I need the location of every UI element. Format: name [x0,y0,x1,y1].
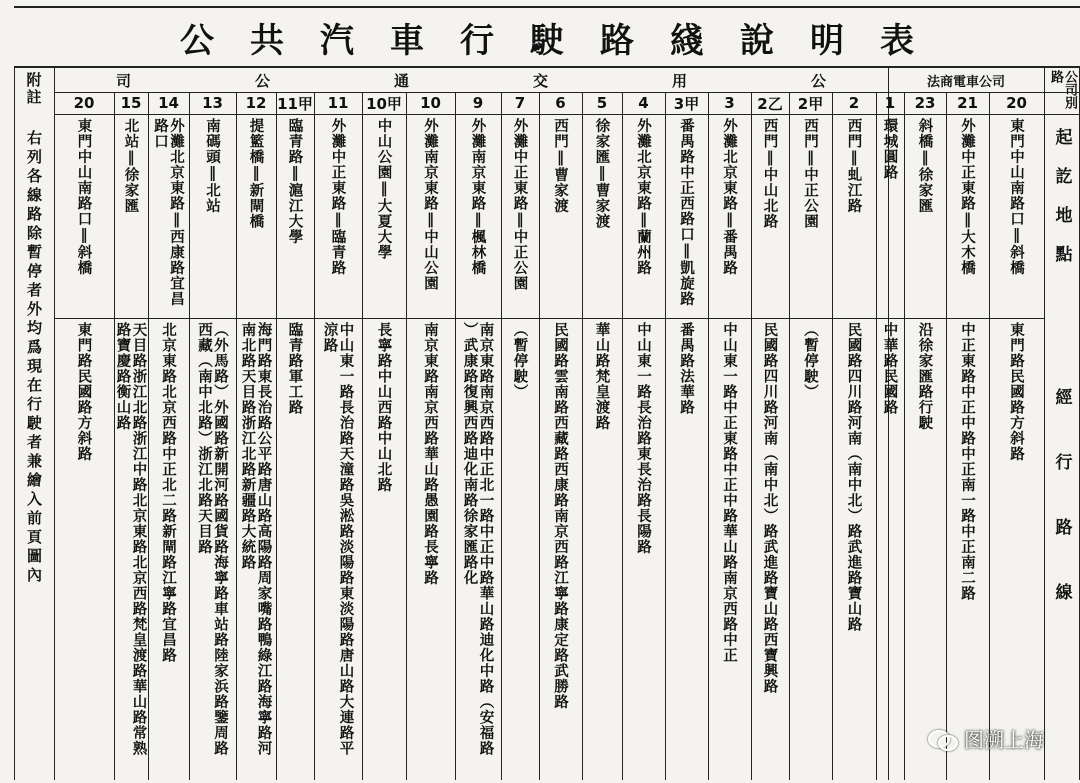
route-number: 12 [245,94,267,112]
wechat-icon [928,728,958,750]
text-column: 沿徐家匯路行駛 [916,322,934,431]
text-column: 環城圓路 [881,118,899,180]
text-column: 民國路四川路河南（南中北）路武進路寶山路西寶興路 [761,322,779,694]
text-column: 天目路浙江北路浙江中路北京東路北京西路梵皇渡路華山路常熟 [130,322,147,756]
route-number: 14 [158,94,179,112]
text-column: 南碼頭‖北站 [204,118,221,214]
text-column: 西門‖中山北路 [761,118,779,229]
route-path [237,322,275,776]
route-number: 9 [472,94,484,112]
title-bar [14,8,1080,68]
route-number: 23 [914,94,936,112]
text-column: 民國路四川路河南（南中北）路武進路寶山路 [845,322,863,632]
text-column: 外灘北京東路‖蘭州路 [635,118,652,276]
text-column: （暫停駛） [511,322,529,400]
route-endpoints [540,118,581,316]
rule-line [14,68,15,780]
route-endpoints [149,118,188,316]
route-endpoints [277,118,313,316]
text-column: （暫停駛） [802,322,819,400]
route-number: 2乙 [757,94,783,113]
text-column: 南京東路南京西路華山路愚園路長寧路 [422,322,439,586]
route-path [833,322,875,776]
text-column: 民國路雲南路西藏路西康路南京西路江寧路康定路武勝路 [552,322,569,710]
text-column: 北京東路北京西路中正北二路新閘路江寧路宜昌路 [160,322,177,663]
route-path [55,322,113,776]
watermark-text: 图溯上海 [964,728,1044,752]
route-number: 20 [73,94,95,112]
company-group-french-tram: 法商電車公司 [926,74,1005,90]
route-endpoints [115,118,147,316]
company-header: 公司別路 [1048,70,1077,109]
route-endpoints [583,118,621,316]
text-column: 華山路梵皇渡路 [593,322,611,431]
route-path [709,322,750,776]
route-path [583,322,621,776]
route-endpoints [623,118,664,316]
route-number: 15 [120,94,142,112]
route-number: 3 [724,94,735,112]
note-header: 附註 [24,72,43,106]
route-path [363,322,405,776]
route-path [666,322,707,776]
text-column: 東門中山南路口‖斜橋 [1008,118,1025,276]
text-column: 北站‖徐家匯 [122,118,140,214]
route-number: 2 [848,94,860,112]
route-number: 7 [514,94,526,112]
route-endpoints [752,118,788,316]
text-column: 外灘中正東路‖大木橋 [959,118,976,276]
text-column: 外灘中正東路‖中正公園 [511,118,529,291]
route-number: 6 [555,94,566,112]
route-number: 3甲 [673,94,700,113]
text-column: 西門‖中正公園 [802,118,819,229]
route-endpoints [877,118,903,316]
route-number: 4 [638,94,649,112]
rule-line [1044,68,1045,780]
text-column: 長寧路中山西路中山北路 [375,322,393,493]
text-column: 外灘南京東路‖中山公園 [422,118,439,291]
route-endpoints [905,118,945,316]
text-column: 外灘中正東路‖臨青路 [329,118,347,276]
text-column: 中山公園‖大夏大學 [375,118,393,260]
route-number: 11 [327,94,349,112]
rule-line [54,114,1080,115]
route-number: 5 [596,94,608,112]
route-endpoints [666,118,707,316]
watermark [928,724,1044,753]
route-path [456,322,500,776]
text-column: 海門路東長治路公平路唐山路高陽路周家嘴路鴨綠江路海寧路河 [255,322,273,756]
text-column: 涼路 [321,322,339,353]
route-endpoints [790,118,831,316]
text-column: （外馬路）外國路新開河路國貨路海寧路車站路陸家浜路鑒周路 [212,322,229,756]
route-number: 2甲 [797,94,824,113]
route-path [407,322,454,776]
text-column: 南北路天目路浙江北路新疆路大統路 [239,322,257,570]
route-path [877,322,903,776]
route-number: 10 [420,94,441,112]
text-column: 東門路民國路方斜路 [75,322,93,462]
page-title: 公共汽車行駛路綫說明表 [180,20,950,61]
text-column: 西門‖曹家渡 [552,118,569,214]
text-column: 外灘北京東路‖西康路宜昌 [168,118,185,307]
route-path [790,322,831,776]
route-number: 10甲 [366,94,402,113]
route-header: 經行路線 [1051,388,1072,648]
text-column: 斜橋‖徐家匯 [916,118,934,214]
text-column: 中華路民國路 [881,322,899,415]
route-endpoints [833,118,875,316]
text-column: 南京東路南京西路中正北一路中正中路華山路迪化中路（安福路 [477,322,495,756]
route-path [990,322,1043,776]
route-endpoints [407,118,454,316]
route-path [947,322,988,776]
route-endpoints [55,118,113,316]
route-number: 11甲 [277,94,313,113]
route-path [315,322,361,776]
text-column: 路寶慶路衡山路 [115,322,132,431]
route-path [752,322,788,776]
start-end-header: 起訖地點 [1051,128,1072,284]
route-path [190,322,235,776]
route-path [277,322,313,776]
text-column: 番禺路法華路 [678,322,695,415]
text-column: 東門路民國路方斜路 [1008,322,1025,462]
note-text: 右列各線路除暫停者外均爲現在行駛者兼繪入前頁圖內 [25,130,43,586]
text-column: 外灘北京東路‖番禺路 [721,118,738,276]
note-column [14,68,54,780]
text-column: 臨青路軍工路 [286,322,304,415]
text-column: 中正東路中正中路中正南一路中正南二路 [959,322,976,601]
text-column: 中山東一路長治路東長治路長陽路 [635,322,652,555]
route-path [623,322,664,776]
text-column: ）武康路復興西路迪化南路徐家匯路化 [461,322,479,586]
route-endpoints [190,118,235,316]
rule-line [54,318,1044,319]
top-border [14,0,1080,8]
route-path [540,322,581,776]
text-column: 中山東一路長治路天潼路吳淞路淡陽路東淡陽路唐山路大連路平 [337,322,355,756]
route-endpoints [502,118,538,316]
route-grid [14,68,1080,780]
route-endpoints [990,118,1043,316]
route-number: 21 [957,94,978,112]
route-endpoints [456,118,500,316]
route-endpoints [315,118,361,316]
route-path [502,322,538,776]
text-column: 中山東一路中正東路中正中路華山路南京西路中正 [721,322,738,663]
text-column: 路口 [152,118,169,149]
route-number: 13 [202,94,223,112]
route-path [115,322,147,776]
route-endpoints [709,118,750,316]
text-column: 番禺路中正西路口‖凱旋路 [678,118,695,307]
route-number: 1 [884,94,896,112]
route-number: 20 [1006,94,1027,112]
company-group-public-transport: 司 公 通 交 用 公 [115,71,826,90]
text-column: 東門中山南路口‖斜橋 [75,118,93,276]
route-path [905,322,945,776]
text-column: 西藏（南中北路）浙江北路天目路 [196,322,213,555]
text-column: 提籃橋‖新閘橋 [247,118,265,229]
route-endpoints [947,118,988,316]
text-column: 外灘南京東路‖楓林橋 [469,118,487,276]
text-column: 臨青路‖滬江大學 [286,118,304,245]
route-endpoints [237,118,275,316]
route-endpoints [363,118,405,316]
text-column: 徐家匯‖曹家渡 [593,118,611,229]
text-column: 西門‖虬江路 [845,118,863,214]
route-path [149,322,188,776]
